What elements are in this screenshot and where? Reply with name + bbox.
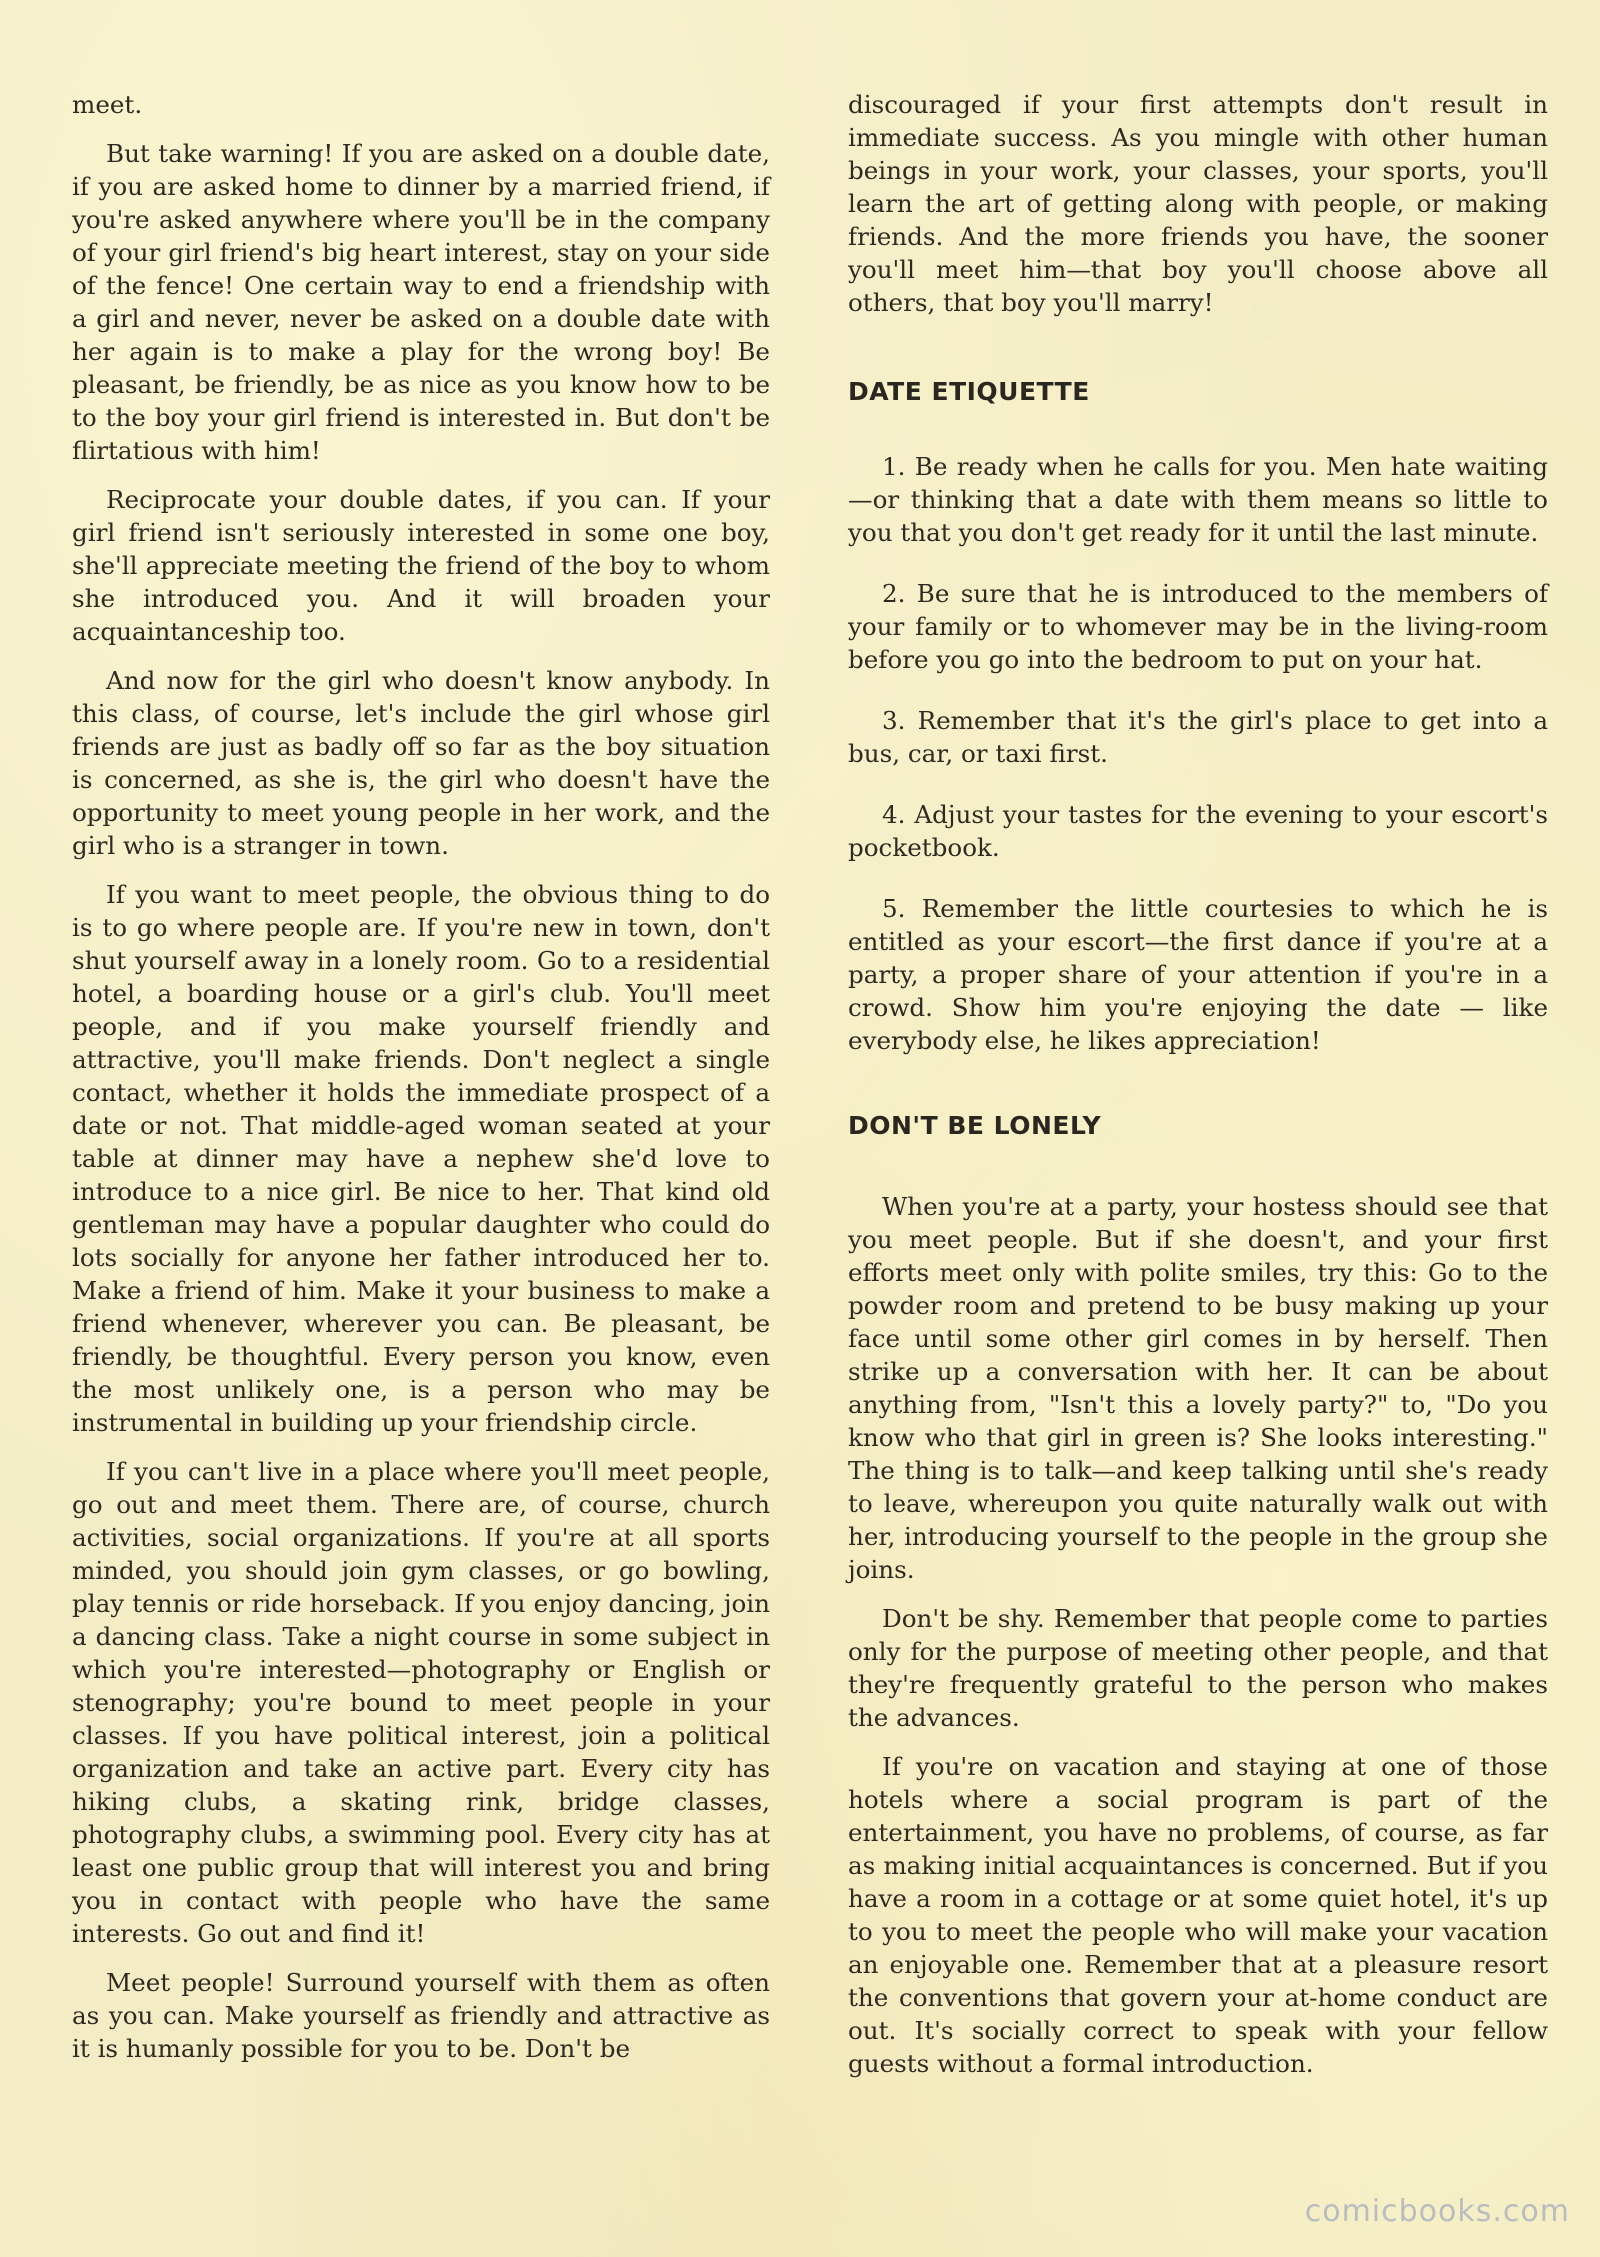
paragraph-dont-be-shy: Don't be shy. Remember that people come to parties only for the purpose of meeting other people, and that they're frequently grateful to the person who makes the advances.	[848, 1604, 1548, 1732]
heading-date-etiquette: DATE ETIQUETTE	[848, 377, 1090, 406]
paragraph-continuation: meet.	[72, 90, 143, 119]
etiquette-rule-2: 2. Be sure that he is introduced to the members of your family or to whomever may be in the living-room before you go into the bedroom to put on your hat.	[848, 579, 1548, 674]
etiquette-rule-4: 4. Adjust your tastes for the evening to your escort's pocketbook.	[848, 800, 1548, 862]
paragraph-party-hostess: When you're at a party, your hostess should see that you meet people. But if she doesn't, and your first efforts meet only with polite smiles, try this: Go to the powder room and pretend to be busy making up your face until some other girl comes in by herself. Then strike up a conversation with her. It can be about anything from, "Isn't this a lovely party?" to, "Do you know who that girl in green is? She looks interesting." The thing is to talk—and keep talking until she's ready to leave, whereupon you quite naturally walk out with her, introducing yourself to the people in the group she joins.	[848, 1192, 1548, 1584]
watermark-text: comicbooks.com	[1304, 2194, 1570, 2229]
paragraph-meet-people: Meet people! Surround yourself with them as often as you can. Make yourself as friendly and attractive as it is humanly possible for you to be. Don't be	[72, 1968, 770, 2063]
etiquette-rule-5: 5. Remember the little courtesies to which he is entitled as your escort—the first dance if you're at a party, a proper share of your attention if you're in a crowd. Show him you're enjoying the date — like everybody else, he likes appreciation!	[848, 894, 1548, 1055]
heading-dont-be-lonely: DON'T BE LONELY	[848, 1111, 1102, 1140]
paragraph-go-where-people-are: If you want to meet people, the obvious thing to do is to go where people are. If you're new in town, don't shut yourself away in a lonely room. Go to a residential hotel, a boarding house or a girl's club. You'll meet people, and if you make yourself friendly and attractive, you'll make friends. Don't neglect a single contact, whether it holds the immediate prospect of a date or not. That middle-aged woman seated at your table at dinner may have a nephew she'd love to introduce to a nice girl. Be nice to her. That kind old gentleman may have a popular daughter who could do lots socially for anyone her father introduced her to. Make a friend of him. Make it your business to make a friend whenever, wherever you can. Be pleasant, be friendly, be thoughtful. Every person you know, even the most unlikely one, is a person who may be instrumental in building up your friendship circle.	[72, 880, 770, 1437]
paragraph-take-warning: But take warning! If you are asked on a double date, if you are asked home to dinner by a married friend, if you're asked anywhere where you'll be in the company of your girl friend's big heart interest, stay on your side of the fence! One certain way to end a friendship with a girl and never, never be asked on a double date with her again is to make a play for the wrong boy! Be pleasant, be friendly, be as nice as you know how to be to the boy your girl friend is interested in. But don't be flirtatious with him!	[72, 139, 770, 465]
etiquette-rule-3: 3. Remember that it's the girl's place to get into a bus, car, or taxi first.	[848, 706, 1548, 768]
paragraph-go-out-and-meet: If you can't live in a place where you'll meet people, go out and meet them. There are, of course, church activities, social organizations. If you're at all sports minded, you should join gym classes, or go bowling, play tennis or ride horseback. If you enjoy dancing, join a dancing class. Take a night course in some subject in which you're interested—photography or English or stenography; you're bound to meet people in your classes. If you have political interest, join a political organization and take an active part. Every city has hiking clubs, a skating rink, bridge classes, photography clubs, a swimming pool. Every city has at least one public group that will interest you and bring you in contact with people who have the same interests. Go out and find it!	[72, 1457, 770, 1948]
paragraph-vacation: If you're on vacation and staying at one of those hotels where a social program is part of the entertainment, you have no problems, of course, as far as making initial acquaintances is concerned. But if you have a room in a cottage or at some quiet hotel, it's up to you to meet the people who will make your vacation an enjoyable one. Remember that at a pleasure resort the conventions that govern your at-home conduct are out. It's socially correct to speak with your fellow guests without a formal introduction.	[848, 1752, 1548, 2078]
paragraph-discouraged: discouraged if your first attempts don't result in immediate success. As you mingle with other human beings in your work, your classes, your sports, you'll learn the art of getting along with people, or making friends. And the more friends you have, the sooner you'll meet him—that boy you'll choose above all others, that boy you'll marry!	[848, 90, 1548, 317]
paragraph-girl-who-doesnt-know: And now for the girl who doesn't know anybody. In this class, of course, let's include the girl whose girl friends are just as badly off so far as the boy situation is concerned, as she is, the girl who doesn't have the opportunity to meet young people in her work, and the girl who is a stranger in town.	[72, 666, 770, 860]
paragraph-reciprocate: Reciprocate your double dates, if you can. If your girl friend isn't seriously interested in some one boy, she'll appreciate meeting the friend of the boy to whom she introduced you. And it will broaden your acquaintanceship too.	[72, 485, 770, 646]
etiquette-rule-1: 1. Be ready when he calls for you. Men hate waiting—or thinking that a date with them means so little to you that you don't get ready for it until the last minute.	[848, 452, 1548, 547]
right-column	[848, 88, 1548, 2096]
left-column	[72, 88, 770, 2081]
